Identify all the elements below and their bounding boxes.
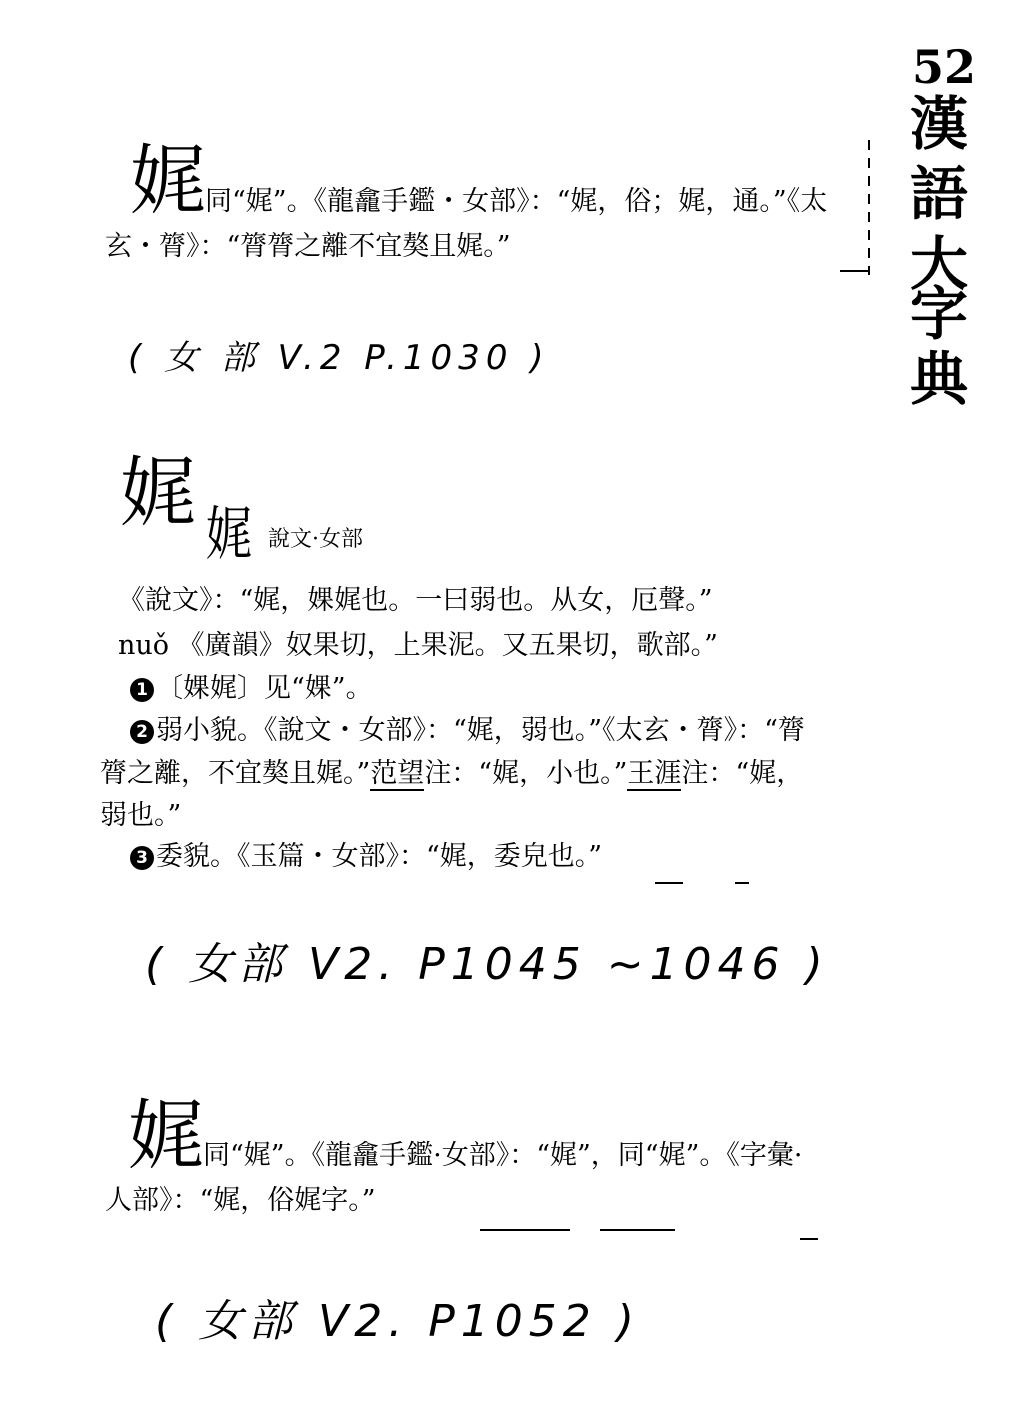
head-character: 娓 <box>120 448 196 537</box>
sense-text: 委貌。《玉篇・女部》：“娓，委皃也。” <box>156 841 603 872</box>
definition-line: 玄・膂》：“膂膂之離不宜獒且娓。” <box>105 231 511 262</box>
clipping-border <box>868 140 870 275</box>
definition-line: 同“娓”。《龍龕手鑑·女部》：“娓”，同“娓”。《字彙· <box>203 1140 803 1171</box>
sense-2-continued <box>100 755 803 793</box>
head-character: 娓 <box>130 136 206 225</box>
sense-2 <box>130 712 805 750</box>
sense-text: 〔婐娓〕见“婐”。 <box>156 673 373 704</box>
handwritten-note: ( 女部 V2. P1045 ~1046 ) <box>145 939 829 990</box>
divider <box>655 882 683 884</box>
sense-number-badge: 1 <box>130 678 154 702</box>
title-char-2: 語 <box>910 160 969 228</box>
source-label: 說文·女部 <box>268 527 363 552</box>
head-character: 娓 <box>128 1091 204 1180</box>
definition-line: 《說文》：“娓，婐娓也。一曰弱也。从女，厄聲。” <box>118 585 713 616</box>
divider <box>800 1238 818 1240</box>
sense-text: 弱小貌。《說文・女部》：“娓，弱也。”《太玄・膂》：“膂 <box>156 715 805 746</box>
title-char-5: 典 <box>910 345 969 413</box>
definition-line: 同“娓”。《龍龕手鑑・女部》：“娓，俗；娓，通。”《太 <box>205 186 828 217</box>
sense-text: 注：“娓，小也。” <box>424 758 628 789</box>
divider <box>480 1229 570 1231</box>
sense-number-badge: 2 <box>130 720 154 744</box>
handwritten-note: ( 女 部 V.2 P.1030 ) <box>128 338 550 378</box>
sense-1 <box>130 670 373 708</box>
title-char-3: 大 <box>910 230 969 298</box>
title-char-1: 漢 <box>910 90 969 158</box>
definition-line: 人部》：“娓，俗娓字。” <box>105 1185 376 1216</box>
pronunciation-line: nuǒ 《廣韻》奴果切，上果泥。又五果切，歌部。” <box>118 630 718 661</box>
clipping-border <box>840 270 870 272</box>
title-char-4: 字 <box>910 280 969 348</box>
commentator-name: 范望 <box>370 758 425 789</box>
sense-text: 注：“娓， <box>681 758 804 789</box>
sense-2-continued: 弱也。” <box>100 800 182 831</box>
handwritten-note: ( 女部 V2. P1052 ) <box>155 1296 640 1347</box>
commentator-name: 王涯 <box>627 758 682 789</box>
seal-script-character: 娓 <box>205 500 253 568</box>
divider <box>735 882 749 884</box>
sense-number-badge: 3 <box>130 846 154 870</box>
page-number: 52 <box>912 40 977 94</box>
divider <box>600 1229 675 1231</box>
sense-3 <box>130 838 602 876</box>
sense-text: 膂之離，不宜獒且娓。” <box>100 758 371 789</box>
